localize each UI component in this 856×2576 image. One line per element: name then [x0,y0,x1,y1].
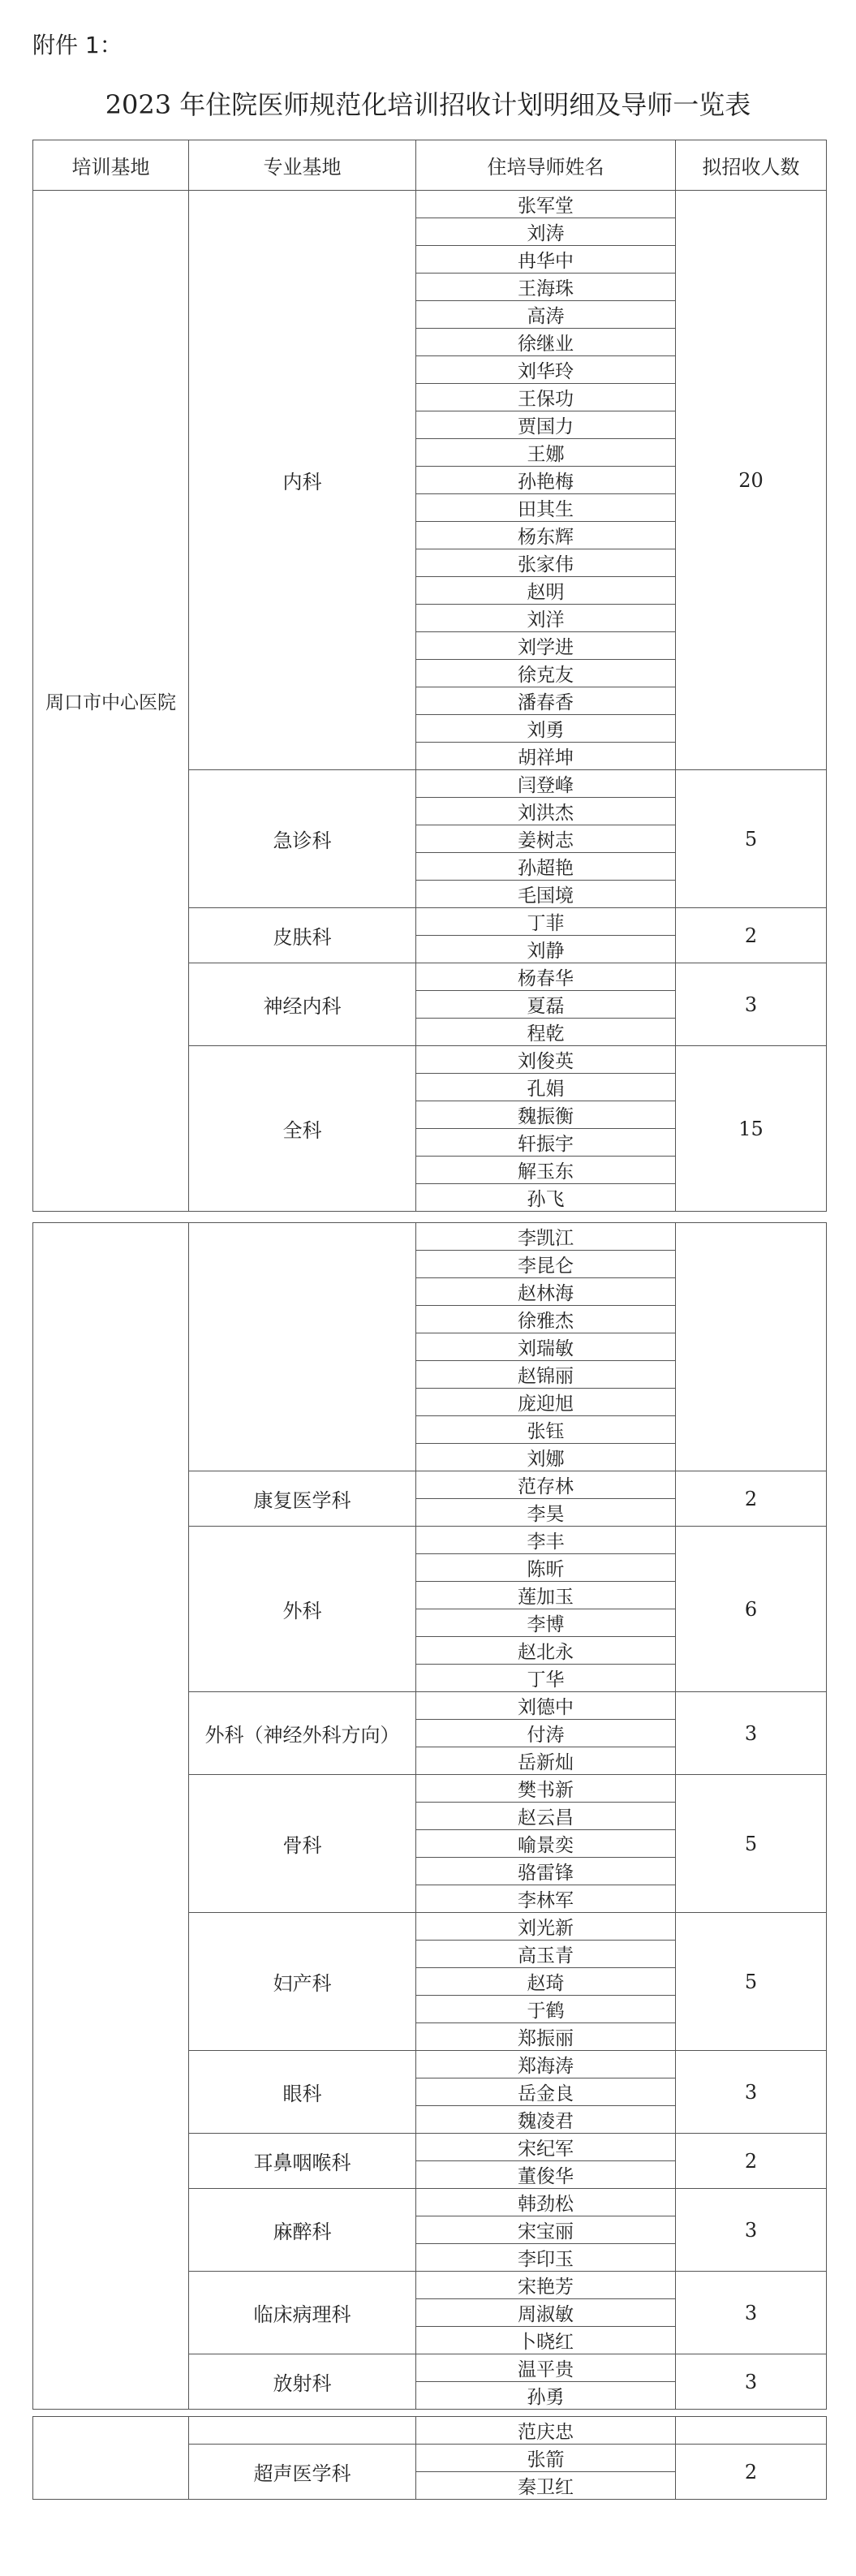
specialty-cell: 神经内科 [189,963,416,1046]
tutor-name-cell: 李印玉 [416,2244,676,2272]
tutor-name-cell: 李昆仑 [416,1251,676,1278]
planned-count-cell: 3 [676,2354,827,2410]
tutor-name-cell: 李丰 [416,1527,676,1554]
tutor-name-cell: 李凯江 [416,1223,676,1251]
specialty-cell: 皮肤科 [189,908,416,963]
tutor-name-cell: 温平贵 [416,2354,676,2382]
tutor-name-cell: 孙勇 [416,2382,676,2410]
tutor-name-cell: 解玉东 [416,1157,676,1184]
page-title: 2023 年住院医师规范化培训招收计划明细及导师一览表 [105,89,751,120]
tutor-name-cell: 毛国境 [416,881,676,908]
tutor-name-cell: 丁华 [416,1665,676,1692]
specialty-cell: 眼科 [189,2051,416,2134]
tutor-name-cell: 秦卫红 [416,2472,676,2500]
specialty-cell: 临床病理科 [189,2272,416,2354]
training-base-cell [33,2417,189,2500]
tutor-name-cell: 冉华中 [416,246,676,274]
tutor-name-cell: 范存林 [416,1471,676,1499]
tutor-name-cell: 庞迎旭 [416,1389,676,1416]
header-planned-count: 拟招收人数 [676,140,827,191]
tutor-name-cell: 轩振宇 [416,1129,676,1157]
planned-count-cell: 5 [676,1913,827,2051]
tutor-name-cell: 刘光新 [416,1913,676,1941]
specialty-cell: 内科 [189,191,416,770]
specialty-cell: 放射科 [189,2354,416,2410]
tutor-name-cell: 赵锦丽 [416,1361,676,1389]
specialty-cell: 妇产科 [189,1913,416,2051]
tutor-name-cell: 王保功 [416,384,676,411]
tutor-name-cell: 于鹤 [416,1996,676,2023]
header-training-base: 培训基地 [33,140,189,191]
tutor-name-cell: 刘娜 [416,1444,676,1471]
tutor-name-cell: 董俊华 [416,2161,676,2189]
specialty-cell: 麻醉科 [189,2189,416,2272]
tutor-name-cell: 宋纪军 [416,2134,676,2161]
planned-count-cell: 20 [676,191,827,770]
planned-count-cell: 5 [676,1775,827,1913]
specialty-cell: 康复医学科 [189,1471,416,1527]
specialty-cell: 超声医学科 [189,2445,416,2500]
tutor-name-cell: 丁菲 [416,908,676,936]
training-base-cell: 周口市中心医院 [33,191,189,1212]
tutor-name-cell: 莲加玉 [416,1582,676,1609]
planned-count-cell: 2 [676,2134,827,2189]
tutor-name-cell: 李博 [416,1609,676,1637]
tutor-name-cell: 赵北永 [416,1637,676,1665]
planned-count-cell [676,2417,827,2445]
tutor-name-cell: 喻景奕 [416,1830,676,1858]
tutor-name-cell: 张钰 [416,1416,676,1444]
table-row [33,191,827,218]
specialty-cell: 全科 [189,1046,416,1212]
specialty-cell [189,1223,416,1471]
tutor-name-cell: 王海珠 [416,274,676,301]
tutor-name-cell: 杨东辉 [416,522,676,549]
planned-count-cell: 6 [676,1527,827,1692]
header-tutor-name: 住培导师姓名 [416,140,676,191]
tutor-name-cell: 郑振丽 [416,2023,676,2051]
planned-count-cell: 3 [676,2189,827,2272]
tutor-name-cell: 张家伟 [416,549,676,577]
specialty-cell [189,2417,416,2445]
tutor-name-cell: 刘华玲 [416,356,676,384]
tutor-name-cell: 刘学进 [416,632,676,660]
planned-count-cell: 5 [676,770,827,908]
tutor-name-cell: 韩劲松 [416,2189,676,2216]
tutor-name-cell: 宋宝丽 [416,2216,676,2244]
tutor-name-cell: 赵明 [416,577,676,605]
planned-count-cell: 2 [676,908,827,963]
tutor-name-cell: 程乾 [416,1019,676,1046]
tutor-name-cell: 范庆忠 [416,2417,676,2445]
tutor-name-cell: 骆雷锋 [416,1858,676,1885]
tutor-name-cell: 岳新灿 [416,1747,676,1775]
tutor-name-cell: 张箭 [416,2445,676,2472]
tutor-name-cell: 刘涛 [416,218,676,246]
tutor-name-cell: 闫登峰 [416,770,676,798]
tutor-name-cell: 孙飞 [416,1184,676,1212]
tutor-name-cell: 刘洪杰 [416,798,676,825]
tutor-name-cell: 高涛 [416,301,676,329]
tutor-name-cell: 岳金良 [416,2078,676,2106]
tutor-name-cell: 高玉青 [416,1941,676,1968]
tutor-name-cell: 胡祥坤 [416,743,676,770]
annex-label: 附件 1： [32,32,123,58]
tutor-name-cell: 夏磊 [416,991,676,1019]
tutor-name-cell: 刘勇 [416,715,676,743]
tutor-name-cell: 刘洋 [416,605,676,632]
tutor-name-cell: 周淑敏 [416,2299,676,2327]
tutor-name-cell: 徐雅杰 [416,1306,676,1333]
tutor-name-cell: 孔娟 [416,1074,676,1101]
tutor-name-cell: 贾国力 [416,411,676,439]
tutor-name-cell: 张军堂 [416,191,676,218]
tutor-name-cell: 卜晓红 [416,2327,676,2354]
specialty-cell: 外科 [189,1527,416,1692]
tutor-name-cell: 杨春华 [416,963,676,991]
tutor-name-cell: 李昊 [416,1499,676,1527]
plan-table-page-1 [32,140,827,1212]
planned-count-cell [676,1223,827,1471]
planned-count-cell: 15 [676,1046,827,1212]
tutor-name-cell: 孙超艳 [416,853,676,881]
specialty-cell: 耳鼻咽喉科 [189,2134,416,2189]
tutor-name-cell: 潘春香 [416,687,676,715]
planned-count-cell: 3 [676,963,827,1046]
planned-count-cell: 2 [676,1471,827,1527]
planned-count-cell: 3 [676,1692,827,1775]
specialty-cell: 外科（神经外科方向） [189,1692,416,1775]
tutor-name-cell: 郑海涛 [416,2051,676,2078]
plan-table-page-3 [32,2416,827,2500]
tutor-name-cell: 陈昕 [416,1554,676,1582]
tutor-name-cell: 宋艳芳 [416,2272,676,2299]
tutor-name-cell: 付涛 [416,1720,676,1747]
tutor-name-cell: 刘德中 [416,1692,676,1720]
tutor-name-cell: 樊书新 [416,1775,676,1803]
planned-count-cell: 3 [676,2272,827,2354]
specialty-cell: 急诊科 [189,770,416,908]
table-row [33,2417,827,2445]
tutor-name-cell: 王娜 [416,439,676,467]
tutor-name-cell: 赵琦 [416,1968,676,1996]
tutor-name-cell: 姜树志 [416,825,676,853]
tutor-name-cell: 李林军 [416,1885,676,1913]
planned-count-cell: 3 [676,2051,827,2134]
tutor-name-cell: 刘瑞敏 [416,1333,676,1361]
tutor-name-cell: 田其生 [416,494,676,522]
header-specialty-base: 专业基地 [189,140,416,191]
planned-count-cell: 2 [676,2445,827,2500]
plan-table-page-2 [32,1222,827,2410]
tutor-name-cell: 魏凌君 [416,2106,676,2134]
tutor-name-cell: 赵林海 [416,1278,676,1306]
tutor-name-cell: 赵云昌 [416,1803,676,1830]
tutor-name-cell: 刘静 [416,936,676,963]
tutor-name-cell: 徐克友 [416,660,676,687]
specialty-cell: 骨科 [189,1775,416,1913]
tutor-name-cell: 徐继业 [416,329,676,356]
tutor-name-cell: 刘俊英 [416,1046,676,1074]
training-base-cell [33,1223,189,2410]
table-row [33,1223,827,1251]
tutor-name-cell: 孙艳梅 [416,467,676,494]
tutor-name-cell: 魏振衡 [416,1101,676,1129]
